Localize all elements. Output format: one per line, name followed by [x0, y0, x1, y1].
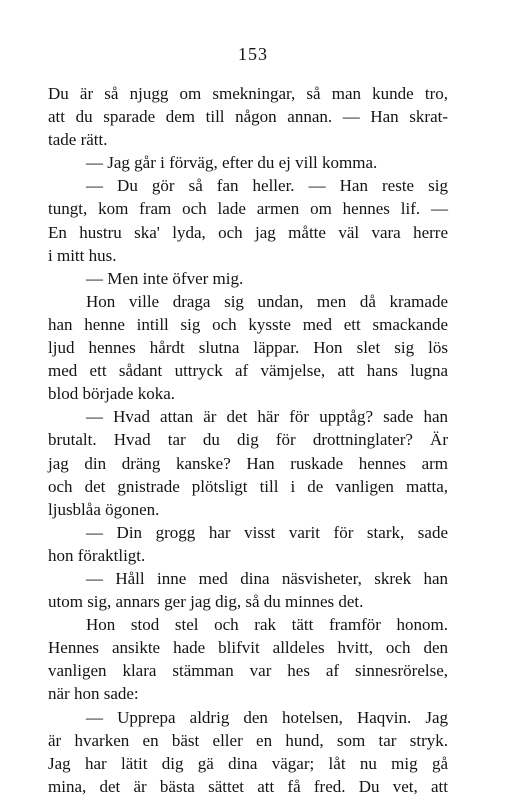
text-line: utom sig, annars ger jag dig, så du minnes det.: [48, 592, 364, 612]
text-line: när hon sade:: [48, 684, 139, 704]
text-line: blod började koka.: [48, 384, 175, 404]
text-line: brutalt. Hvad tar du dig för drottninglater? Är: [48, 430, 448, 450]
text-line: Hon ville draga sig undan, men då kramade: [86, 291, 448, 311]
text-line: tungt, kom fram och lade armen om hennes lif. —: [48, 199, 448, 219]
text-line: — Men inte öfver mig.: [86, 268, 244, 288]
body-text: [48, 82, 448, 798]
text-line: Du är så njugg om smekningar, så man kunde tro,: [48, 84, 448, 103]
text-line: är hvarken en bäst eller en hund, som tar stryk.: [48, 730, 448, 750]
text-line: vanligen klara stämman var hes af sinnesrörelse,: [48, 661, 448, 681]
text-line: Hennes ansikte hade blifvit alldeles hvitt, och den: [48, 638, 448, 658]
text-line: — Håll inne med dina näsvisheter, skrek han: [86, 568, 448, 588]
text-line: Hon stod stel och rak tätt framför honom.: [86, 615, 448, 635]
text-line: — Jag går i förväg, efter du ej vill komma.: [86, 153, 378, 173]
text-line: — Hvad attan är det här för upptåg? sade han: [86, 407, 448, 427]
text-line: han henne intill sig och kysste med ett smackande: [48, 314, 448, 334]
text-line: Jag har lätit dig gä dina vägar; låt nu mig gå: [48, 753, 448, 773]
text-line: mina, det är bästa sättet att få fred. Du vet, att: [48, 776, 448, 796]
text-line: — Upprepa aldrig den hotelsen, Haqvin. Jag: [86, 707, 448, 727]
text-line: En hustru ska' lyda, och jag måtte väl vara herre: [48, 222, 448, 242]
text-line: hon föraktligt.: [48, 545, 146, 565]
text-line: — Din grogg har visst varit för stark, sade: [86, 522, 448, 542]
text-line: tade rätt.: [48, 130, 108, 150]
text-line: — Du gör så fan heller. — Han reste sig: [86, 176, 448, 196]
text-line: jag din dräng kanske? Han ruskade hennes arm: [48, 453, 448, 473]
text-line: och det gnistrade plötsligt till i de vanligen matta,: [48, 476, 448, 496]
text-line: i mitt hus.: [48, 245, 117, 265]
text-line: att du sparade dem till någon annan. — Han skrat-: [48, 107, 448, 127]
text-line: med ett sådant uttryck af vämjelse, att hans lugna: [48, 361, 448, 381]
text-line: ljusblåa ögonen.: [48, 499, 160, 519]
text-line: ljud hennes hårdt slutna läppar. Hon slet sig lös: [48, 338, 448, 358]
page-number: 153: [238, 44, 268, 64]
